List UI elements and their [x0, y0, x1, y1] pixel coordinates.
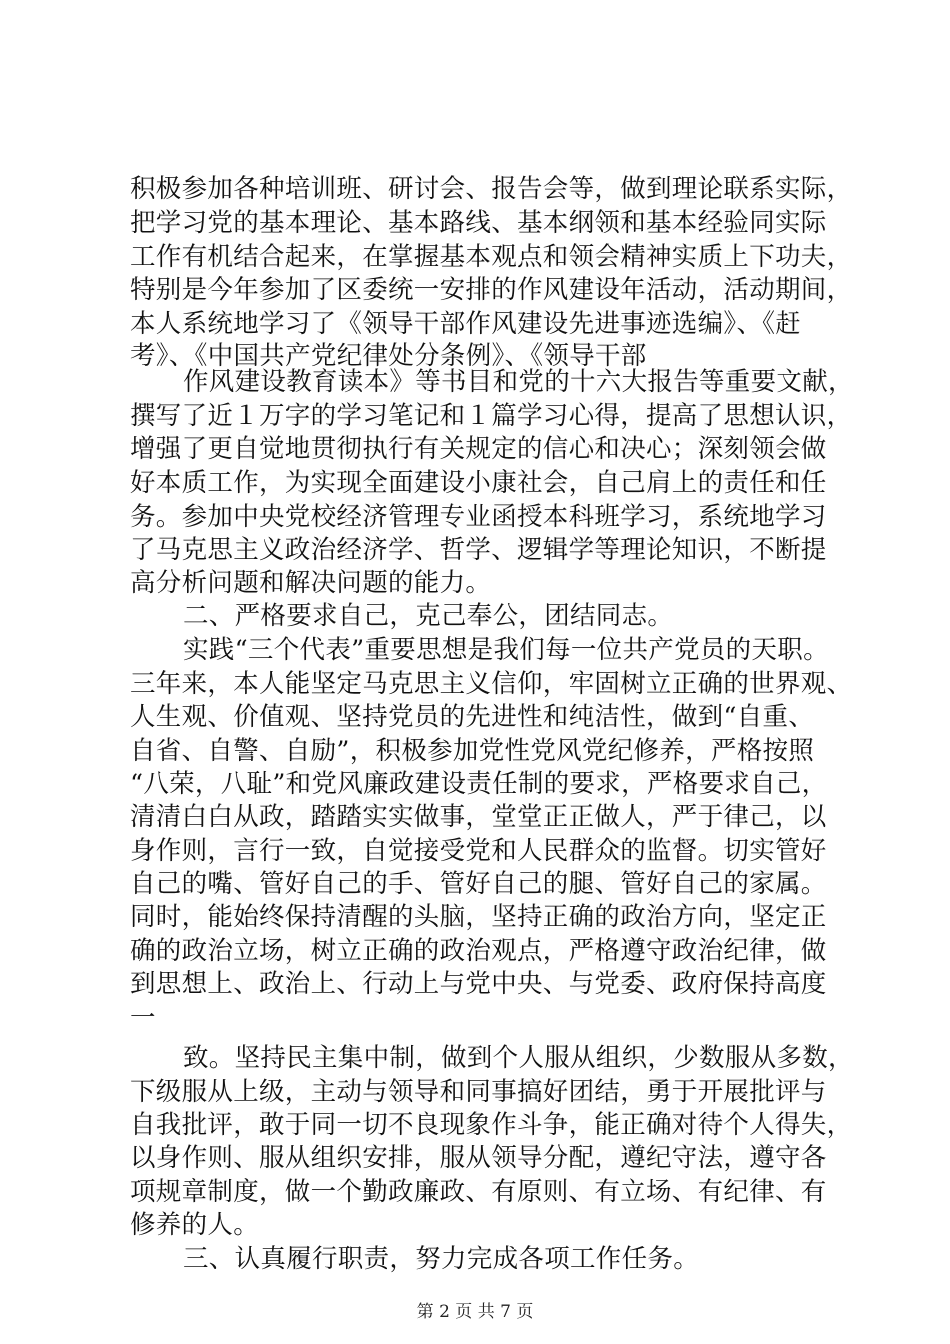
text-line: 增强了更自觉地贯彻执行有关规定的信心和决心；深刻领会做 [130, 434, 827, 464]
section-heading: 三、认真履行职责，努力完成各项工作任务。 [183, 1244, 700, 1274]
text-line: 三年来，本人能坚定马克思主义信仰，牢固树立正确的世界观、 [130, 669, 853, 699]
text-line: 特别是今年参加了区委统一安排的作风建设年活动，活动期间， [130, 275, 853, 305]
text-line: 到思想上、政治上、行动上与党中央、与党委、政府保持高度 [130, 969, 827, 999]
text-line: 一 [130, 1003, 156, 1033]
text-line: 高分析问题和解决问题的能力。 [130, 568, 492, 598]
text-line: 考》、《中国共产党纪律处分条例》、《领导干部 [130, 341, 647, 371]
text-line: 了马克思主义政治经济学、哲学、逻辑学等理论知识，不断提 [130, 535, 827, 565]
text-line: 确的政治立场，树立正确的政治观点，严格遵守政治纪律，做 [130, 936, 827, 966]
text-line: “八荣，八耻”和党风廉政建设责任制的要求，严格要求自己， [130, 769, 828, 799]
text-line: 工作有机结合起来，在掌握基本观点和领会精神实质上下功夫， [130, 242, 853, 272]
text-line: 以身作则、服从组织安排，服从领导分配，遵纪守法，遵守各 [130, 1143, 827, 1173]
text-line: 积极参加各种培训班、研讨会、报告会等，做到理论联系实际， [130, 174, 853, 204]
text-line: 致。坚持民主集中制，做到个人服从组织，少数服从多数， [183, 1043, 854, 1073]
text-line: 下级服从上级，主动与领导和同事搞好团结，勇于开展批评与 [130, 1077, 827, 1107]
text-line: 作风建设教育读本》等书目和党的十六大报告等重要文献， [183, 367, 854, 397]
text-line: 务。参加中央党校经济管理专业函授本科班学习，系统地学习 [130, 502, 827, 532]
section-heading: 二、严格要求自己，克己奉公，团结同志。 [183, 601, 674, 631]
text-line: 自省、自警、自励”，积极参加党性党风党纪修养，严格按照 [130, 736, 815, 766]
text-line: 本人系统地学习了《领导干部作风建设先进事迹选编》、《赶 [130, 309, 802, 339]
page-footer: 第 2 页 共 7 页 [416, 1302, 534, 1322]
text-line: 自我批评，敢于同一切不良现象作斗争，能正确对待个人得失， [130, 1110, 853, 1140]
text-line: 同时，能始终保持清醒的头脑，坚持正确的政治方向，坚定正 [130, 902, 827, 932]
text-line: 撰写了近１万字的学习笔记和１篇学习心得，提高了思想认识， [130, 401, 853, 431]
text-line: 实践“三个代表”重要思想是我们每一位共产党员的天职。 [183, 635, 829, 665]
text-line: 身作则，言行一致，自觉接受党和人民群众的监督。切实管好 [130, 836, 827, 866]
text-line: 自己的嘴、管好自己的手、管好自己的腿、管好自己的家属。 [130, 869, 827, 899]
text-line: 项规章制度，做一个勤政廉政、有原则、有立场、有纪律、有 [130, 1177, 827, 1207]
text-line: 人生观、价值观、坚持党员的先进性和纯洁性，做到“自重、 [130, 702, 815, 732]
text-line: 好本质工作，为实现全面建设小康社会，自己肩上的责任和任 [130, 468, 827, 498]
text-line: 清清白白从政，踏踏实实做事，堂堂正正做人，严于律己，以 [130, 802, 827, 832]
text-line: 修养的人。 [130, 1210, 260, 1240]
text-line: 把学习党的基本理论、基本路线、基本纲领和基本经验同实际 [130, 208, 827, 238]
